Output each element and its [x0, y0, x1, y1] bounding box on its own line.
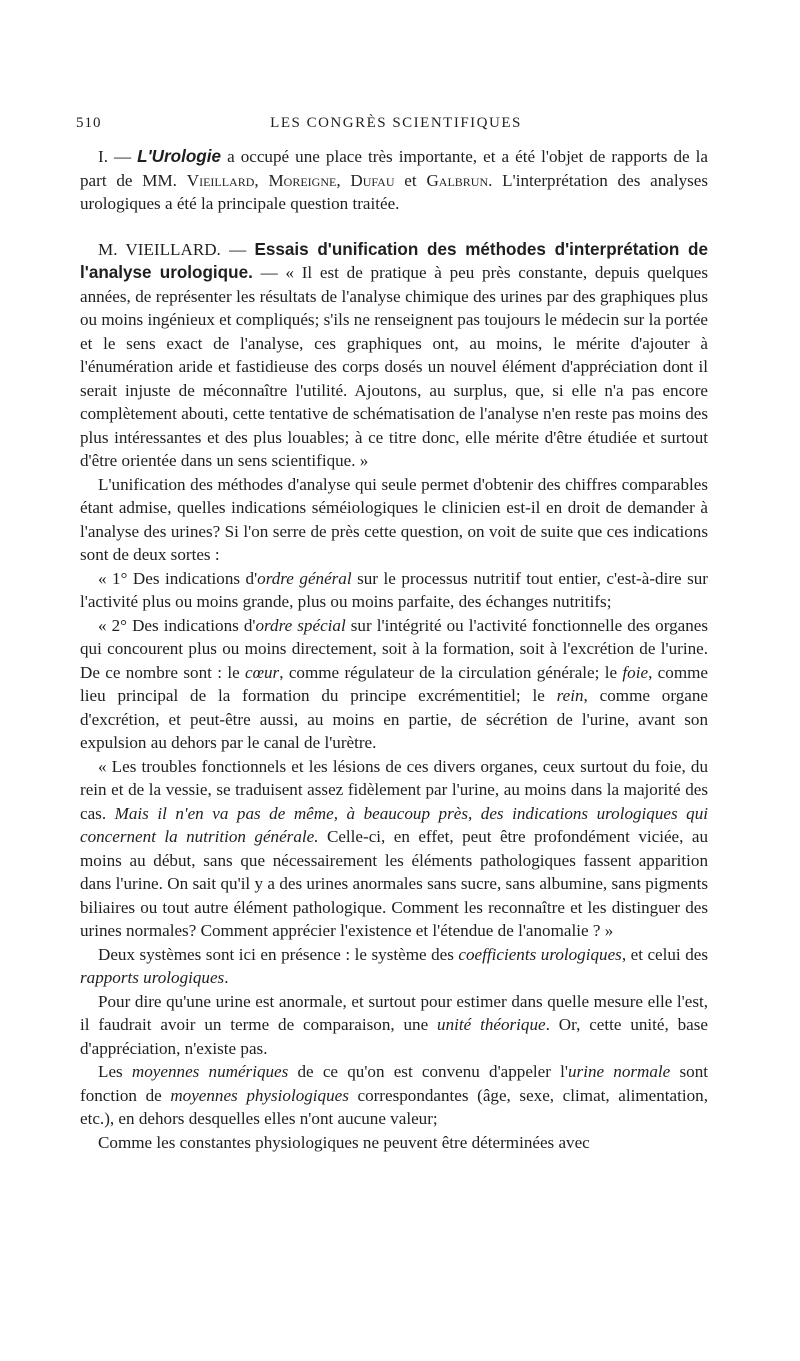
- running-head: [76, 115, 716, 137]
- paragraph-indications-2: « 2° Des indications d'ordre spécial sur l'intégrité ou l'activité fonctionnelle des organes qui concourent plus ou moins directement, soit à la formation, soit à l'excrétion de l'urine. De ce nombre sont : le cœur, comme régulateur de la circulation générale; le foie, comme lieu principal de la formation du principe excrémentitiel; le rein, comme organe d'excrétion, et peut-être aussi, au moins en partie, de sécrétion de l'urine, avant son expulsion au dehors par le canal de l'urètre.: [80, 615, 708, 752]
- paragraph-section-heading: M. VIEILLARD. — Essais d'unification des méthodes d'interprétation de l'analyse urologique. — « Il est de pratique à peu près constante, depuis quelques années, de représenter les résultats de l'analyse chimique des urines par des graphiques plus ou moins ingénieux et compliqués; s'ils ne renseignent pas toujours le médecin sur la portée et le sens exact de l'analyse, ces graphiques ont, au moins, le mérite d'ajouter à l'énumération aride et fastidieuse des corps dosés un nouvel élément d'appréciation dont il serait injuste de méconnaître l'utilité. Ajoutons, au surplus, que, si elle n'a pas encore complètement abouti, cette tentative de schématisation de l'analyse n'en reste pas moins des plus intéressantes et des plus louables; à ce titre donc, elle mérite d'être étudiée et surtout d'être orientée dans un sens scientifique. »: [80, 239, 709, 470]
- section-author: M. VIEILLARD.: [98, 239, 221, 259]
- paragraph-intro: I. — L'Urologie a occupé une place très importante, et a été l'objet de rapports de la part de MM. Vieillard, Moreigne, Dufau et Galbrun. L'interprétation des analyses urologiques a été la principale question traitée.: [80, 147, 709, 213]
- author-name: Galbrun: [426, 170, 489, 190]
- section-title: Essais d'unification des méthodes d'interprétation de l'analyse urologique.: [80, 239, 709, 282]
- paragraph-constantes: Comme les constantes physiologiques ne peuvent être déterminées avec: [98, 1132, 590, 1152]
- author-name: Moreigne: [268, 170, 337, 190]
- paragraph-moyennes: Les moyennes numériques de ce qu'on est convenu d'appeler l'urine normale sont fonction de moyennes physiologiques correspondantes (âge, sexe, climat, alimentation, etc.), en dehors desquelles elles n'ont aucune valeur;: [80, 1062, 708, 1128]
- paragraph-unification: L'unification des méthodes d'analyse qui seule permet d'obtenir des chiffres comparables étant admise, quelles indications séméiologiques le clinicien est-il en droit de demander à l'analyse des urines? Si l'on serre de près cette question, on voit de suite que ces indications sont de deux sortes :: [80, 474, 708, 564]
- author-name: Vieillard: [186, 170, 255, 190]
- author-name: Dufau: [350, 170, 395, 190]
- paragraph-indications-1: « 1° Des indications d'ordre général sur le processus nutritif tout entier, c'est-à-dire sur l'activité plus ou moins grande, plus ou moins parfaite, des échanges nutritifs;: [80, 568, 708, 611]
- section-numeral: I. —: [98, 147, 138, 166]
- page-number: 510: [76, 115, 102, 131]
- running-title: LES CONGRÈS SCIENTIFIQUES: [270, 115, 522, 131]
- text-body: [80, 145, 708, 1154]
- paragraph-systemes: Deux systèmes sont ici en présence : le système des coefficients urologiques, et celui des rapports urologiques.: [80, 944, 708, 987]
- subject-title: L'Urologie: [137, 147, 222, 166]
- paragraph-troubles: « Les troubles fonctionnels et les lésions de ces divers organes, ceux surtout du foie, du rein et de la vessie, se traduisent assez fidèlement par l'urine, au moins dans la majorité des cas. Mais il n'en va pas de même, à beaucoup près, des indications urologiques qui concernent la nutrition générale. Celle-ci, en effet, peut être profondément viciée, au moins au début, sans que nécessairement les éléments pathologiques fassent apparition dans l'urine. On sait qu'il y a des urines anormales sans sucre, sans albumine, sans pigments biliaires ou tout autre élément pathologique. Comment les reconnaître et les distinguer des urines normales? Comment apprécier l'existence et l'étendue de l'anomalie ? »: [80, 756, 709, 940]
- paragraph-unite: Pour dire qu'une urine est anormale, et surtout pour estimer dans quelle mesure elle l'est, il faudrait avoir un terme de comparaison, une unité théorique. Or, cette unité, base d'appréciation, n'existe pas.: [80, 991, 708, 1058]
